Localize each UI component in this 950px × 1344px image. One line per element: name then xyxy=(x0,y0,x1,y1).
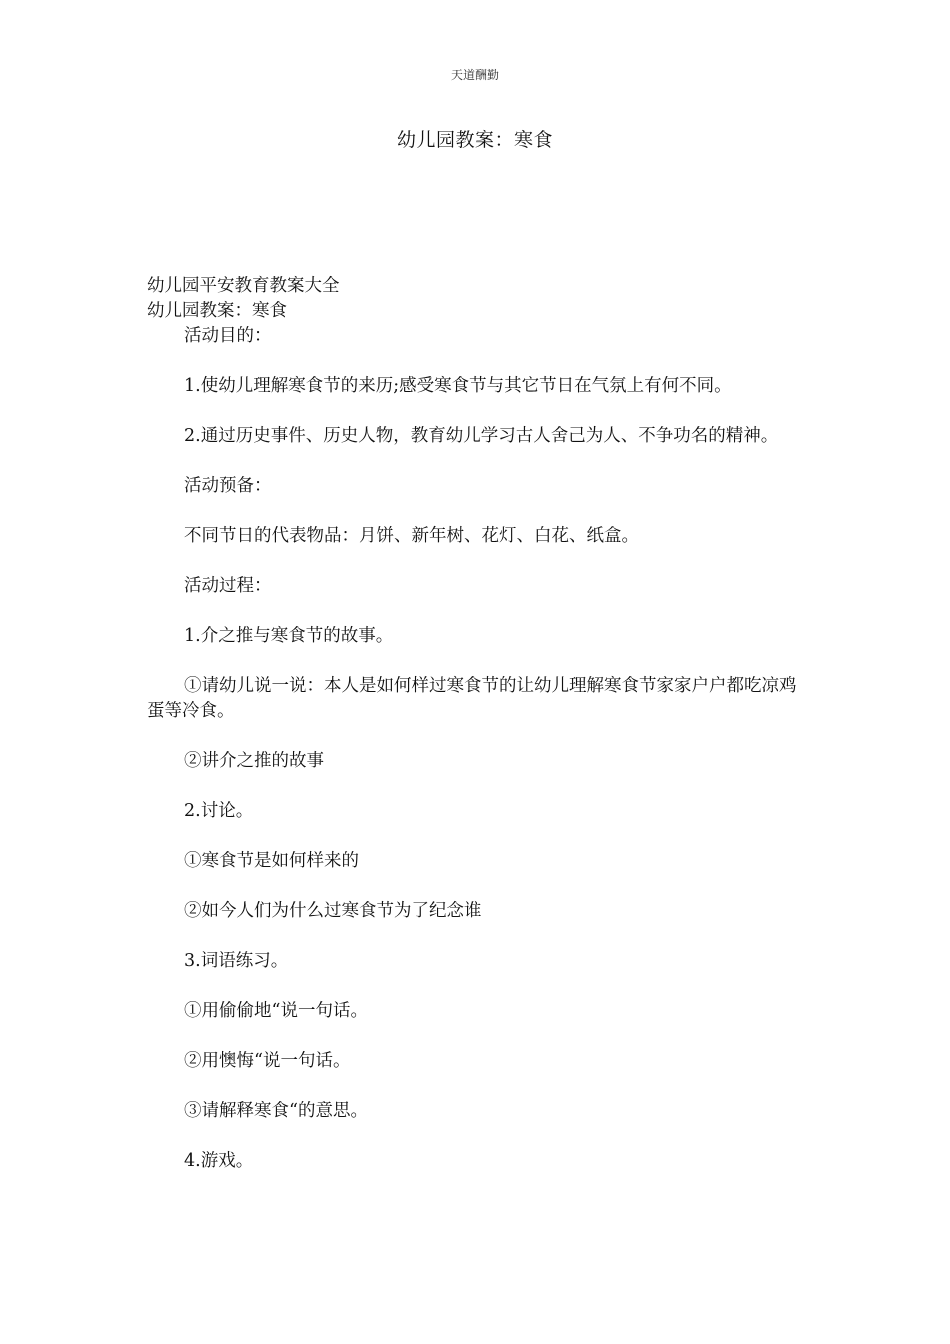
paragraph-process-1: 1.介之推与寒食节的故事。 xyxy=(184,626,394,646)
paragraph-process-2a: ①寒食节是如何样来的 xyxy=(184,851,359,871)
paragraph-process-4: 4.游戏。 xyxy=(184,1151,254,1171)
intro-line-2: 幼儿园教案：寒食 xyxy=(147,301,287,321)
paragraph-process-3a: ①用偷偷地“说一句话。 xyxy=(184,1001,368,1021)
paragraph-process-1a: ①请幼儿说一说：本人是如何样过寒食节的让幼儿理解寒食节家家户户都吃凉鸡蛋等冷食。 xyxy=(147,676,797,721)
paragraph-process-1b: ②讲介之推的故事 xyxy=(184,751,324,771)
paragraph-process-2: 2.讨论。 xyxy=(184,801,254,821)
paragraph-process-2b: ②如今人们为什么过寒食节为了纪念谁 xyxy=(184,901,482,921)
document-body xyxy=(147,274,807,1199)
page-header: 天道酬勤 xyxy=(450,68,499,82)
paragraph-process-3c: ③请解释寒食“的意思。 xyxy=(184,1101,368,1121)
paragraph-activity-goal: 活动目的： xyxy=(184,326,272,346)
paragraph-prep-items: 不同节日的代表物品：月饼、新年树、花灯、白花、纸盒。 xyxy=(184,526,639,546)
paragraph-goal-1: 1.使幼儿理解寒食节的来历;感受寒食节与其它节日在气氛上有何不同。 xyxy=(184,376,732,396)
document-title: 幼儿园教案：寒食 xyxy=(396,129,553,151)
paragraph-activity-process: 活动过程： xyxy=(184,576,272,596)
paragraph-goal-2: 2.通过历史事件、历史人物，教育幼儿学习古人舍己为人、不争功名的精神。 xyxy=(184,426,779,446)
paragraph-process-3: 3.词语练习。 xyxy=(184,951,289,971)
paragraph-activity-prep: 活动预备： xyxy=(184,476,272,496)
intro-line-1: 幼儿园平安教育教案大全 xyxy=(147,276,340,296)
paragraph-process-3b: ②用懊悔“说一句话。 xyxy=(184,1051,351,1071)
